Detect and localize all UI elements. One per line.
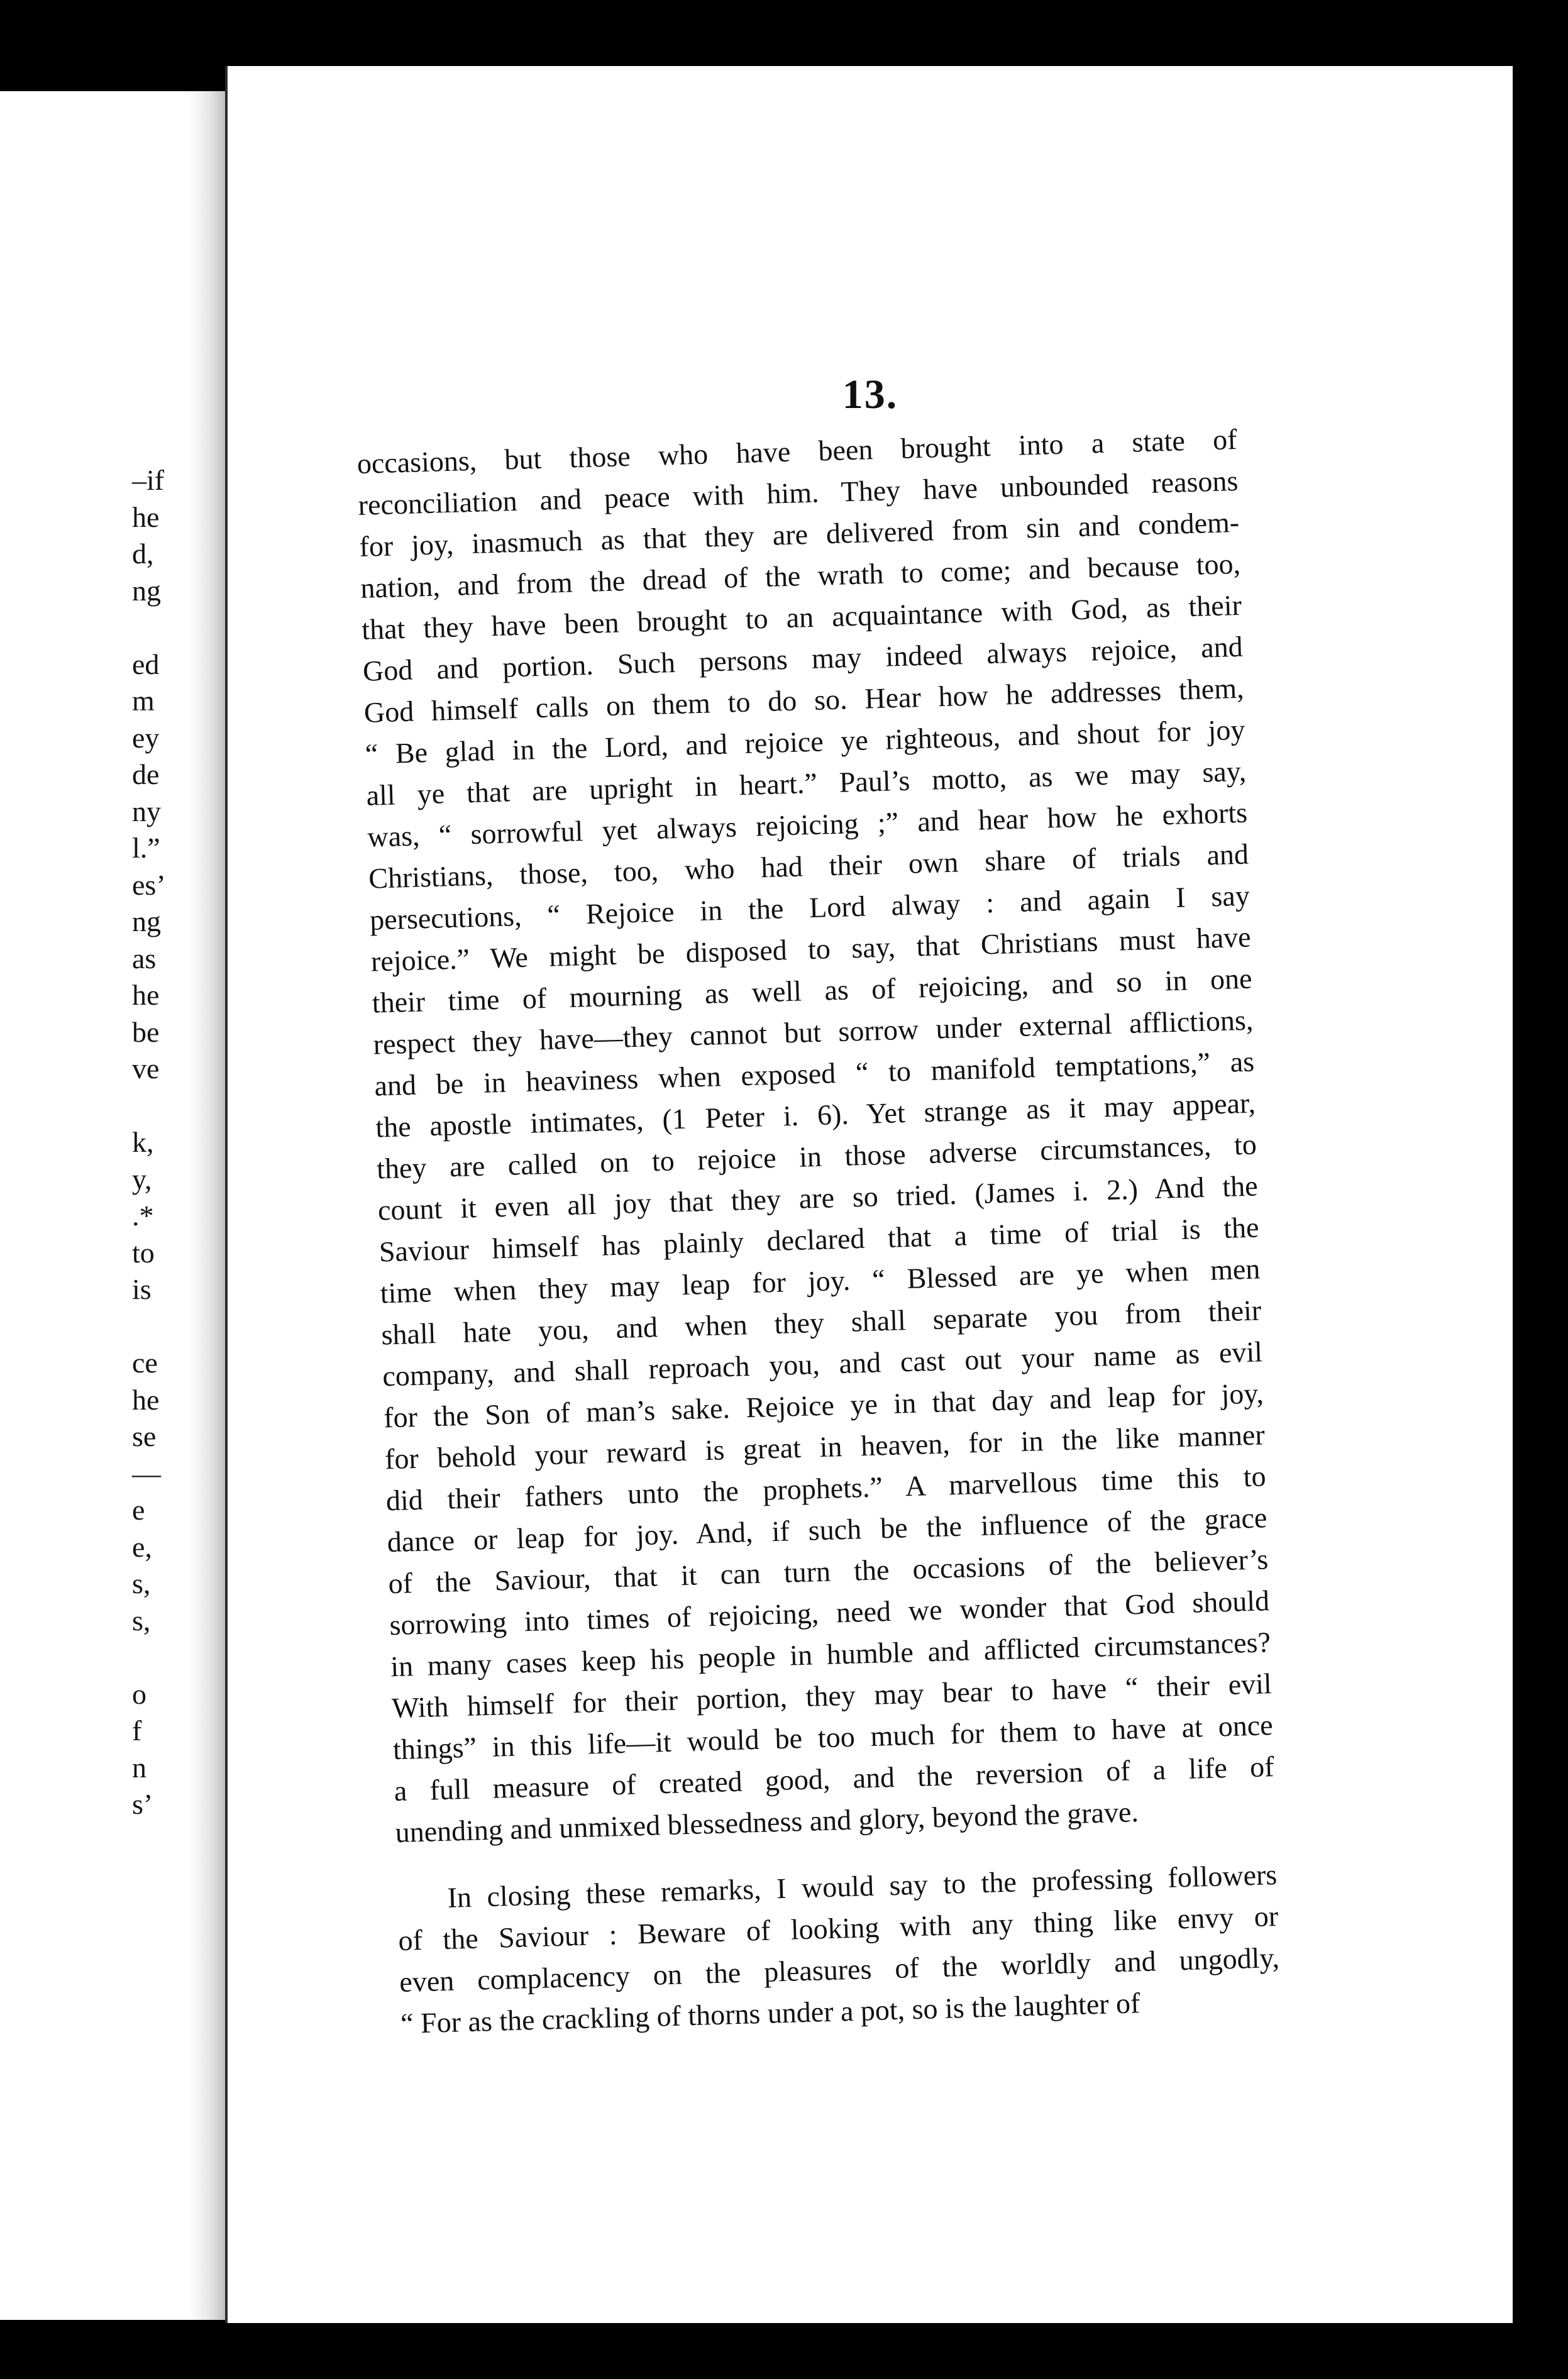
facing-page-fragment: as: [132, 942, 157, 974]
facing-page-fragment: he: [132, 979, 160, 1011]
text-line: was, “ sorrowful yet always rejoicing ;” and hear how he exhorts: [367, 796, 1248, 853]
facing-page-fragment: ve: [132, 1052, 160, 1085]
text-line: rejoice.” We might be disposed to say, that Christians must have: [370, 920, 1252, 978]
facing-page-fragment: s,: [132, 1604, 151, 1637]
facing-page-fragment: —: [132, 1457, 161, 1489]
text-line: sorrowing into times of rejoicing, need we wonder that God should: [389, 1584, 1270, 1642]
text-line: did their fathers unto the prophets.” A marvellous time this to: [385, 1460, 1267, 1517]
book-gutter: [189, 91, 226, 2320]
text-line: things” in this life—it would be too much for them to have at once: [392, 1709, 1274, 1766]
book-page: [225, 66, 1513, 2323]
facing-page-fragment: n: [132, 1751, 146, 1784]
text-line: all ye that are upright in heart.” Paul’s motto, as we may say,: [365, 754, 1247, 812]
facing-page-fragment: to: [132, 1236, 155, 1269]
facing-page-fragment: ng: [132, 905, 161, 937]
text-line: nation, and from the dread of the wrath to come; and because too,: [360, 547, 1241, 604]
text-line: for joy, inasmuch as that they are delivered from sin and condem-: [358, 505, 1240, 563]
page-body-text: [356, 419, 1281, 2045]
text-line: company, and shall reproach you, and cast out your name as evil: [382, 1335, 1263, 1393]
facing-page-fragment: k,: [132, 1126, 154, 1158]
facing-page-fragment: y,: [132, 1162, 152, 1195]
facing-page-fragment: de: [132, 758, 160, 790]
text-line: persecutions, “ Rejoice in the Lord alway : and again I say: [369, 879, 1251, 936]
page-number: 13.: [842, 372, 898, 417]
facing-page-fragment: ey: [132, 721, 160, 754]
text-line: With himself for their portion, they may bear to have “ their evil: [391, 1667, 1273, 1725]
facing-page-fragment: ed: [132, 648, 160, 680]
facing-page-fragment: e: [132, 1494, 145, 1526]
facing-page: [0, 91, 214, 2320]
facing-page-fragment: d,: [132, 538, 154, 570]
facing-page-fragment: o: [132, 1677, 146, 1710]
facing-page-fragment: .*: [132, 1200, 154, 1232]
text-line: the apostle intimates, (1 Peter i. 6). Yet strange as it may appear,: [375, 1086, 1256, 1144]
text-line: in many cases keep his people in humble and afflicted circumstances?: [390, 1626, 1271, 1683]
text-line: “ Be glad in the Lord, and rejoice ye righteous, and shout for joy: [365, 713, 1245, 770]
facing-page-fragment: is: [132, 1273, 152, 1305]
text-line: shall hate you, and when they shall separate you from their: [380, 1294, 1262, 1351]
text-line: respect they have—they cannot but sorrow under external afflictions,: [372, 1003, 1254, 1061]
facing-page-fragment: l.”: [132, 832, 160, 864]
facing-page-fragment: es’: [132, 868, 166, 901]
text-line: even complacency on the pleasures of the worldly and ungodly,: [399, 1941, 1280, 1999]
facing-page-fragment: f: [132, 1714, 142, 1747]
facing-page-fragment: ny: [132, 795, 161, 827]
text-line: Saviour himself has plainly declared that a time of trial is the: [378, 1211, 1260, 1268]
text-line: and be in heaviness when exposed “ to manifold temptations,” as: [373, 1045, 1255, 1102]
text-line: count it even all joy that they are so tried. (James i. 2.) And the: [377, 1169, 1259, 1227]
text-line: that they have been brought to an acquaintance with God, as their: [361, 588, 1242, 646]
facing-page-fragment: –if: [132, 464, 165, 496]
text-line: God himself calls on them to do so. Hear how he addresses them,: [363, 671, 1245, 729]
text-line: their time of mourning as well as of rejoicing, and so in one: [372, 962, 1253, 1019]
facing-page-fragment: be: [132, 1015, 160, 1048]
text-line: for the Son of man’s sake. Rejoice ye in that day and leap for joy,: [383, 1377, 1264, 1434]
facing-page-fragment: se: [132, 1420, 157, 1452]
text-line: Christians, those, too, who had their own share of trials and: [368, 837, 1249, 895]
text-line: of the Saviour : Beware of looking with any thing like envy or: [397, 1899, 1279, 1957]
text-line: for behold your reward is great in heaven, for in the like manner: [384, 1418, 1266, 1476]
facing-page-fragment: ce: [132, 1347, 158, 1379]
text-line: “ For as the crackling of thorns under a pot, so is the laughter of: [400, 1987, 1140, 2040]
text-line: they are called on to rejoice in those adverse circumstances, to: [376, 1128, 1257, 1185]
text-line: of the Saviour, that it can turn the occasions of the believer’s: [387, 1543, 1269, 1600]
text-line: dance or leap for joy. And, if such be the influence of the grace: [387, 1501, 1267, 1559]
facing-page-fragment: s’: [132, 1788, 153, 1820]
facing-page-fragment: ng: [132, 574, 161, 607]
facing-page-fragment: e,: [132, 1530, 152, 1563]
text-line: In closing these remarks, I would say to the professing followers: [446, 1858, 1278, 1914]
text-line: a full measure of created good, and the reversion of a life of: [394, 1750, 1275, 1808]
text-line: occasions, but those who have been brought into a state of: [356, 422, 1238, 480]
facing-page-fragment: he: [132, 500, 160, 533]
text-line: time when they may leap for joy. “ Blessed are ye when men: [380, 1252, 1261, 1310]
paragraph: [397, 1854, 1281, 2045]
text-line: unending and unmixed blessedness and glory, beyond the grave.: [395, 1796, 1139, 1849]
facing-page-fragment: he: [132, 1383, 160, 1416]
facing-page-fragment: s,: [132, 1567, 151, 1599]
text-line: God and portion. Such persons may indeed always rejoice, and: [362, 630, 1244, 687]
facing-page-fragment: m: [132, 685, 155, 717]
paragraph: [356, 419, 1276, 1853]
text-line: reconciliation and peace with him. They have unbounded reasons: [358, 464, 1239, 521]
